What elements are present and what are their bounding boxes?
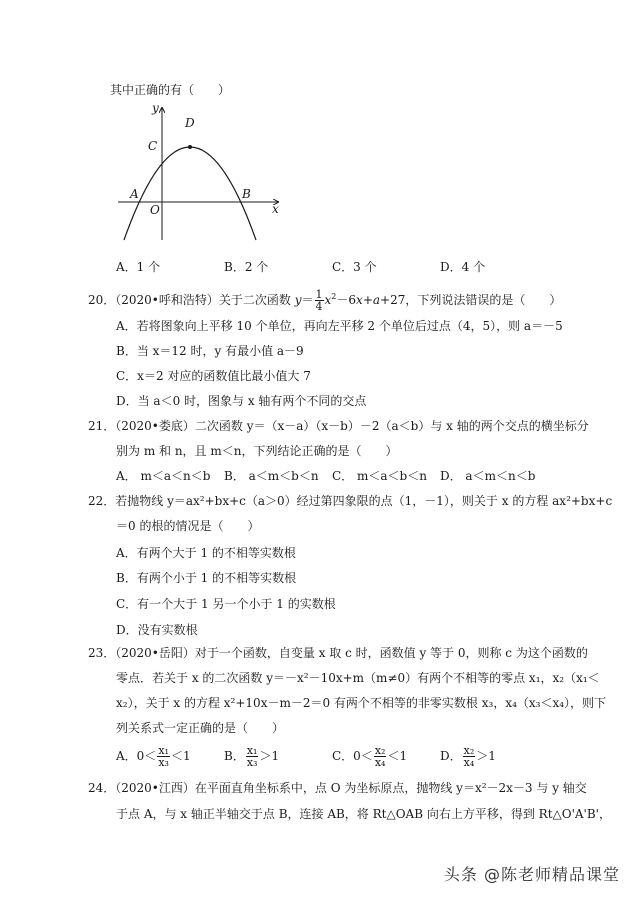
q23-option-b	[224, 745, 279, 768]
q23-option-a	[116, 745, 191, 768]
q19-option-a: A．1 个	[116, 260, 161, 274]
q23-option-b-suffix: ＞1	[259, 749, 280, 763]
q23-option-d-numerator: x₂	[463, 744, 475, 757]
q23-line3: x₂），关于 x 的方程 x²+10x－m－2＝0 有两个不相等的非零实数根 x₃，x₄（x₃＜x₄），则下	[116, 696, 607, 710]
parabola-graph	[110, 100, 290, 250]
question-intro: 其中正确的有（ ）	[110, 83, 231, 97]
q21-option-d: D． a＜m＜n＜b	[440, 469, 536, 483]
q23-option-b-prefix: B．	[224, 749, 245, 763]
q23-option-b-numerator: x₁	[246, 744, 258, 757]
point-d-label: D	[185, 116, 195, 130]
q24-line2: 于点 A，与 x 轴正半轴交于点 B，连接 AB，将 Rt△OAB 向右上方平移，得到 Rt△O'A'B'，	[116, 807, 611, 821]
watermark: 头条 @陈老师精品课堂	[443, 865, 620, 884]
q21-option-b: B． a＜m＜b＜n	[224, 469, 319, 483]
q21-option-c: C． m＜a＜b＜n	[332, 469, 427, 483]
q20-option-d: D．当 a＜0 时，图象与 x 轴有两个不同的交点	[116, 394, 367, 408]
q20-formula: y＝ $\frac{1}{4}$ $x^2-6x+a+27$	[294, 288, 406, 313]
q23-option-d-suffix: ＞1	[476, 749, 496, 763]
q23-option-a-denominator: x₃	[158, 756, 169, 769]
q20-stem-tail: ，下列说法错误的是（ ）	[405, 293, 562, 307]
q20-stem	[88, 289, 561, 312]
q22-option-d: D．没有实数根	[116, 623, 198, 637]
origin-label: O	[150, 203, 160, 217]
q22-line2: ＝0 的根的情况是（ ）	[116, 519, 260, 533]
q21-option-a: A． m＜a＜n＜b	[116, 469, 211, 483]
q21-line1: 21．（2020•娄底）二次函数 y＝（x－a）（x－b）－2（a＜b）与 x 轴的两个交点的横坐标分	[88, 419, 589, 433]
point-a-label: A	[130, 187, 139, 201]
q23-option-b-fraction	[246, 745, 259, 768]
q23-option-d-fraction	[463, 745, 476, 768]
q20-option-a: A．若将图象向上平移 10 个单位，再向左平移 2 个单位后过点（4，5），则 a＝－5	[116, 319, 563, 333]
q21-line2: 别为 m 和 n，且 m＜n，下列结论正确的是（ ）	[116, 444, 398, 458]
q22-line1: 22．若抛物线 y＝ax²+bx+c（a＞0）经过第四象限的点（1，－1），则关于 x 的方程 ax²+bx+c	[88, 494, 613, 508]
q23-option-c-suffix: ＜1	[387, 749, 408, 763]
q23-option-d-prefix: D．	[440, 749, 462, 763]
x-axis-label: x	[272, 202, 279, 216]
y-axis-label: y	[152, 101, 159, 115]
q23-option-c-fraction	[374, 745, 387, 768]
q23-option-a-numerator: x₁	[158, 744, 169, 757]
q19-option-b: B．2 个	[224, 260, 269, 274]
q23-option-c	[332, 745, 407, 768]
q23-option-a-suffix: ＜1	[170, 749, 191, 763]
q22-option-c: C．有一个大于 1 另一个小于 1 的实数根	[116, 597, 336, 611]
point-c-label: C	[148, 139, 158, 153]
q23-option-d-denominator: x₄	[463, 756, 475, 769]
q23-option-d	[440, 745, 496, 768]
q20-stem-text: 20．（2020•呼和浩特）关于二次函数	[88, 293, 291, 307]
vertex-point	[188, 145, 192, 149]
q23-option-c-prefix: C．0＜	[332, 749, 373, 763]
q19-option-c: C．3 个	[332, 260, 377, 274]
q23-option-c-denominator: x₄	[374, 756, 386, 769]
q22-option-b: B．有两个小于 1 的不相等实数根	[116, 571, 297, 585]
q19-option-d: D．4 个	[440, 260, 486, 274]
q23-line2: 零点．若关于 x 的二次函数 y＝－x²－10x+m（m≠0）有两个不相等的零点 x₁，x₂（x₁＜	[116, 671, 600, 685]
q23-option-a-fraction	[157, 745, 170, 768]
point-b-label: B	[242, 187, 251, 201]
parabola-curve	[124, 147, 256, 240]
q24-line1: 24．（2020•江西）在平面直角坐标系中，点 O 为坐标原点，抛物线 y＝x²－2x－3 与 y 轴交	[88, 781, 587, 795]
q20-option-c: C．x＝2 对应的函数值比最小值大 7	[116, 369, 311, 383]
q23-option-c-numerator: x₂	[374, 744, 386, 757]
q23-option-b-denominator: x₃	[246, 756, 258, 769]
q22-option-a: A．有两个大于 1 的不相等实数根	[116, 546, 296, 560]
q23-line4: 列关系式一定正确的是（ ）	[116, 721, 285, 735]
q20-option-b: B．当 x＝12 时，y 有最小值 a－9	[116, 344, 304, 358]
q23-line1: 23．（2020•岳阳）对于一个函数，自变量 x 取 c 时，函数值 y 等于 0，则称 c 为这个函数的	[88, 646, 588, 660]
q23-option-a-prefix: A．0＜	[116, 749, 157, 763]
